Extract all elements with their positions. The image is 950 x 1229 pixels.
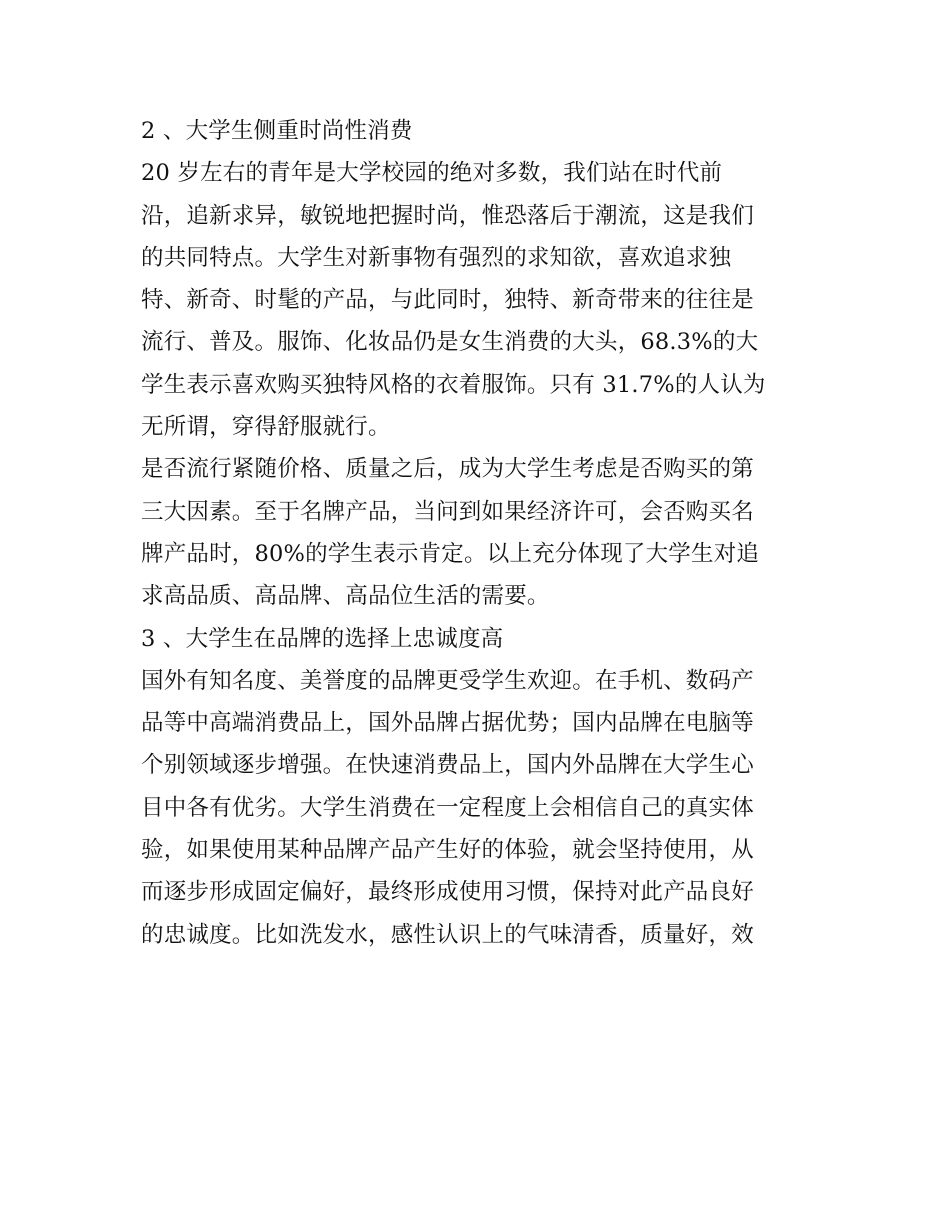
- text-line: 20 岁左右的青年是大学校园的绝对多数，我们站在时代前: [141, 160, 723, 187]
- text-line: 品等中高端消费品上，国外品牌占据优势；国内品牌在电脑等: [141, 710, 754, 737]
- text-line: 流行、普及。服饰、化妆品仍是女生消费的大头，68.3%的大: [141, 329, 759, 356]
- text-line: 牌产品时，80%的学生表示肯定。以上充分体现了大学生对追: [141, 540, 760, 567]
- text-line: 无所谓，穿得舒服就行。: [141, 414, 391, 441]
- text-line: 的共同特点。大学生对新事物有强烈的求知欲，喜欢追求独: [141, 244, 732, 271]
- section-heading-2: 2 、大学生侧重时尚性消费: [141, 118, 413, 144]
- text-line: 三大因素。至于名牌产品，当问到如果经济许可，会否购买名: [141, 498, 754, 525]
- text-line: 求高品质、高品牌、高品位生活的需要。: [141, 583, 550, 610]
- text-line: 是否流行紧随价格、质量之后，成为大学生考虑是否购买的第: [141, 456, 754, 483]
- section-heading-3: 3 、大学生在品牌的选择上忠诚度高: [141, 625, 504, 652]
- document-body: [141, 110, 821, 956]
- text-line: 的忠诚度。比如洗发水，感性认识上的气味清香，质量好，效: [141, 921, 754, 948]
- text-line: 沿，追新求异，敏锐地把握时尚，惟恐落后于潮流，这是我们: [141, 202, 754, 229]
- text-line: 个别领域逐步增强。在快速消费品上，国内外品牌在大学生心: [141, 752, 754, 779]
- text-line: 而逐步形成固定偏好，最终形成使用习惯，保持对此产品良好: [141, 879, 754, 906]
- text-line: 国外有知名度、美誉度的品牌更受学生欢迎。在手机、数码产: [141, 667, 754, 694]
- text-line: 目中各有优劣。大学生消费在一定程度上会相信自己的真实体: [141, 794, 754, 821]
- text-line: 学生表示喜欢购买独特风格的衣着服饰。只有 31.7%的人认为: [141, 371, 766, 398]
- text-line: 验，如果使用某种品牌产品产生好的体验，就会坚持使用，从: [141, 837, 754, 864]
- text-line: 特、新奇、时髦的产品，与此同时，独特、新奇带来的往往是: [141, 287, 754, 314]
